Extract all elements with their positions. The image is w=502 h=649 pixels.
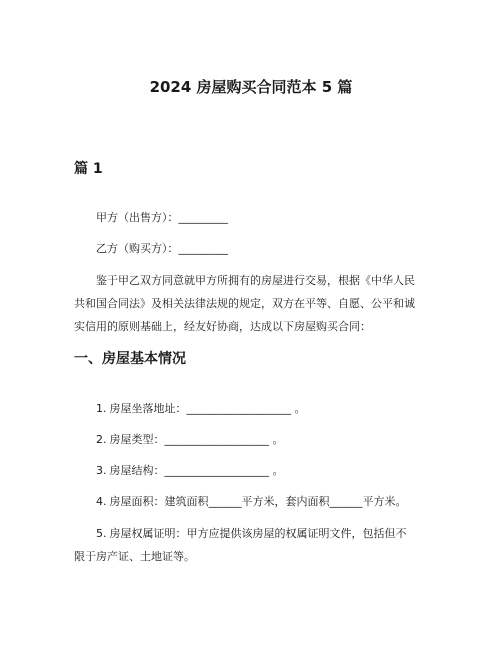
list-item-text: 房屋面积：建筑面积______平方米，套内面积______平方米。 <box>109 495 407 508</box>
list-item-number: 2. <box>96 433 107 446</box>
list-item-number: 4. <box>96 495 107 508</box>
list-item <box>96 433 284 446</box>
list-item-number: 5. <box>96 527 107 540</box>
list-item <box>96 527 407 540</box>
list-item-continuation: 限于房产证、土地证等。 <box>74 550 195 563</box>
list-item-number: 1. <box>96 402 107 415</box>
list-item-text: 房屋坐落地址：___________________ 。 <box>109 402 306 415</box>
list-item-text: 房屋权属证明：甲方应提供该房屋的权属证明文件，包括但不 <box>109 527 407 540</box>
section-heading-basic-info: 一、房屋基本情况 <box>74 351 186 367</box>
preamble-line-1: 鉴于甲乙双方同意就甲方所拥有的房屋进行交易，根据《中华人民 <box>96 274 415 287</box>
preamble-line-3: 实信用的原则基础上，经友好协商，达成以下房屋购买合同： <box>74 320 371 333</box>
list-item <box>96 495 407 508</box>
part-heading: 篇 1 <box>74 161 103 177</box>
preamble-line-2: 共和国合同法》及相关法律法规的规定，双方在平等、自愿、公平和诚 <box>74 297 415 310</box>
document-title: 2024 房屋购买合同范本 5 篇 <box>149 78 353 96</box>
list-item <box>96 402 306 415</box>
party-b-line: 乙方（购买方）：_________ <box>96 242 228 255</box>
party-a-line: 甲方（出售方）：_________ <box>96 211 228 224</box>
list-item-number: 3. <box>96 464 107 477</box>
list-item-text: 房屋结构：___________________ 。 <box>109 464 284 477</box>
list-item <box>96 464 284 477</box>
list-item-text: 房屋类型：___________________ 。 <box>109 433 284 446</box>
